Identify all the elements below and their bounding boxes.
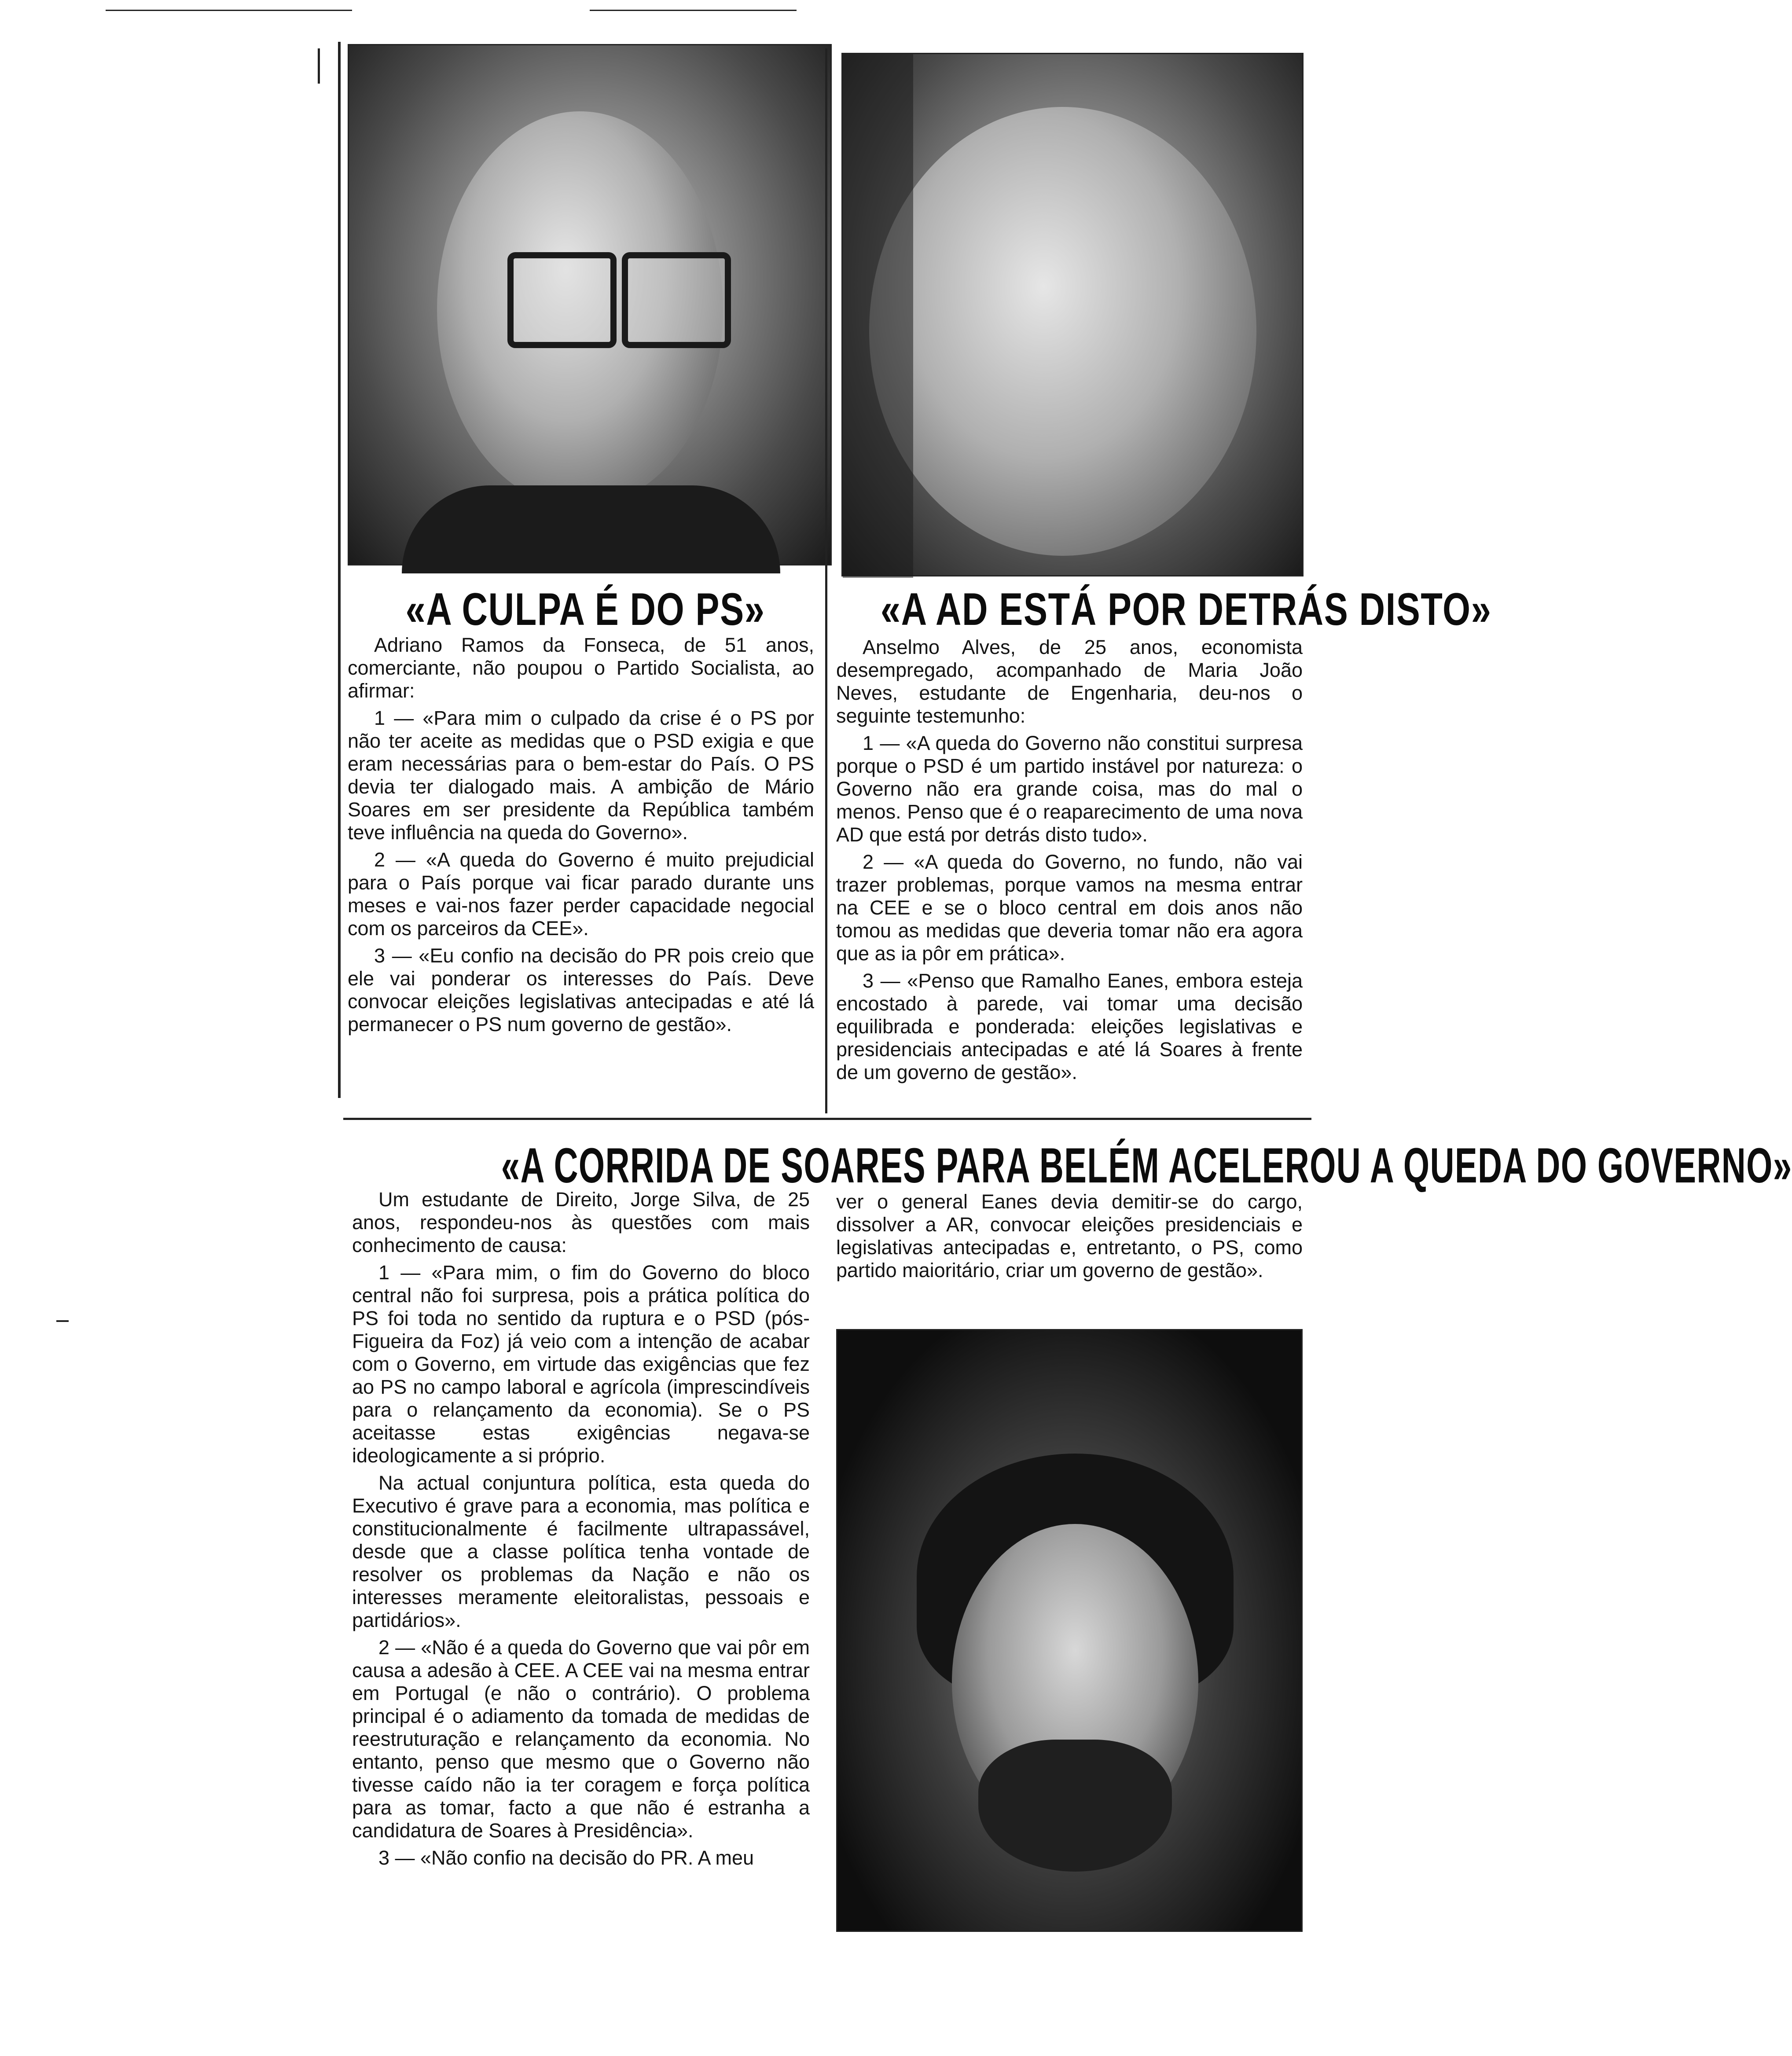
face-shape: [869, 107, 1256, 556]
section-divider: [343, 1118, 1311, 1120]
article-column-anselmo: [836, 636, 1303, 1088]
answer-1: 1 — «Para mim o culpado da crise é o PS por não ter aceite as medidas que o PSD exigia e que eram necessárias para o bem-estar do País. O PS devia ter dialogado mais. A ambição de Mário Soares em ser presidente da República também teve influência na queda do Governo».: [348, 707, 814, 844]
answer-3-start: 3 — «Não confio na decisão do PR. A meu: [378, 1847, 754, 1869]
answer-3: 3 — «Penso que Ramalho Eanes, embora esteja encostado à parede, vai tomar uma decisão equilibrada e ponderada: eleições legislativas e presidenciais antecipadas e até lá Soares à frente de um governo de gestão».: [836, 969, 1303, 1083]
answer-2: 2 — «Não é a queda do Governo que vai pôr em causa a adesão à CEE. A CEE vai na mesma entrar em Portugal (e não o contrário). O problema principal é o adiamento da tomada de medidas de reestruturação e relançamento da economia. No entanto, penso que mesmo que o Governo não tivesse caído não ia ter coragem e força política para as tomar, facto a que não é estranha a candidatura de Soares à Presidência».: [352, 1636, 810, 1842]
jacket-shape: [402, 485, 780, 573]
portrait-photo-jorge: [836, 1329, 1303, 1932]
headline-corrida-soares: «A CORRIDA DE SOARES PARA BELÉM ACELEROU A QUEDA DO GOVERNO»: [501, 1138, 1792, 1193]
beard-shape: [978, 1740, 1172, 1872]
headline-ad-detras: «A AD ESTÁ POR DETRÁS DISTO»: [881, 584, 1492, 635]
glasses-right-lens: [622, 252, 731, 348]
portrait-photo-adriano: [348, 44, 832, 565]
intro-paragraph: Adriano Ramos da Fonseca, de 51 anos, comerciante, não poupou o Partido Socialista, ao afirmar:: [348, 634, 814, 702]
portrait-photo-anselmo: [841, 53, 1304, 576]
article-continuation: [836, 1190, 1303, 1286]
answer-1: 1 — «Para mim, o fim do Governo do bloco central não foi surpresa, pois a prática política do PS foi toda no sentido da ruptura e o PSD (pós-Figueira da Foz) já veio com a intenção de acabar com o Governo, em virtude das exigências que fez ao PS no campo laboral e agrícola (imprescindíveis para o relançamento da economia). Se o PS aceitasse estas exigências negava-se ideologicamente a si próprio.: [352, 1261, 810, 1467]
glasses-left-lens: [507, 252, 617, 348]
answer-3-continued: ver o general Eanes devia demitir-se do cargo, dissolver a AR, convocar eleições presidenciais e legislativas antecipadas e, entretanto, o PS, como partido maioritário, criar um governo de gestão».: [836, 1190, 1303, 1281]
column-divider-top: [825, 48, 827, 1113]
headline-culpa-ps: «A CULPA É DO PS»: [405, 584, 765, 635]
background-shape: [843, 54, 913, 578]
intro-paragraph: Anselmo Alves, de 25 anos, economista desempregado, acompanhado de Maria João Neves, estudante de Engenharia, deu-nos o seguinte testemunho:: [836, 636, 1303, 727]
left-margin-mark: [318, 48, 320, 84]
article-column-jorge: [352, 1188, 810, 1874]
answer-1: 1 — «A queda do Governo não constitui surpresa porque o PSD é um partido instável por natureza: o Governo não era grande coisa, mas do mal o menos. Penso que é o reaparecimento de uma nova AD que está por detrás disto tudo».: [836, 732, 1303, 846]
answer-1-continued: Na actual conjuntura política, esta queda do Executivo é grave para a economia, mas política e constitucionalmente é facilmente ultrapassável, desde que a classe política tenha vontade de resolver os problemas da Nação e não os interesses meramente eleitoralistas, pessoais e partidários».: [352, 1472, 810, 1631]
answer-2: 2 — «A queda do Governo é muito prejudicial para o País porque vai ficar parado durante uns meses e vai-nos fazer perder capacidade negocial com os parceiros da CEE».: [348, 848, 814, 940]
answer-3: 3 — «Eu confio na decisão do PR pois creio que ele vai ponderar os interesses do País. Deve convocar eleições legislativas antecipadas e até lá permanecer o PS num governo de gestão».: [348, 944, 814, 1035]
answer-2: 2 — «A queda do Governo, no fundo, não vai trazer problemas, porque vamos na mesma entrar na CEE e se o bloco central em dois anos não tomou as medidas que deveria tomar não era agora que as ia pôr em prática».: [836, 851, 1303, 965]
top-rule-right: [590, 10, 797, 11]
intro-paragraph: Um estudante de Direito, Jorge Silva, de 25 anos, respondeu-nos às questões com mais conhecimento de causa:: [352, 1188, 810, 1256]
left-border: [338, 42, 341, 1098]
margin-dash: [56, 1320, 69, 1322]
article-column-adriano: [348, 634, 814, 1040]
top-rule-left: [106, 10, 352, 11]
